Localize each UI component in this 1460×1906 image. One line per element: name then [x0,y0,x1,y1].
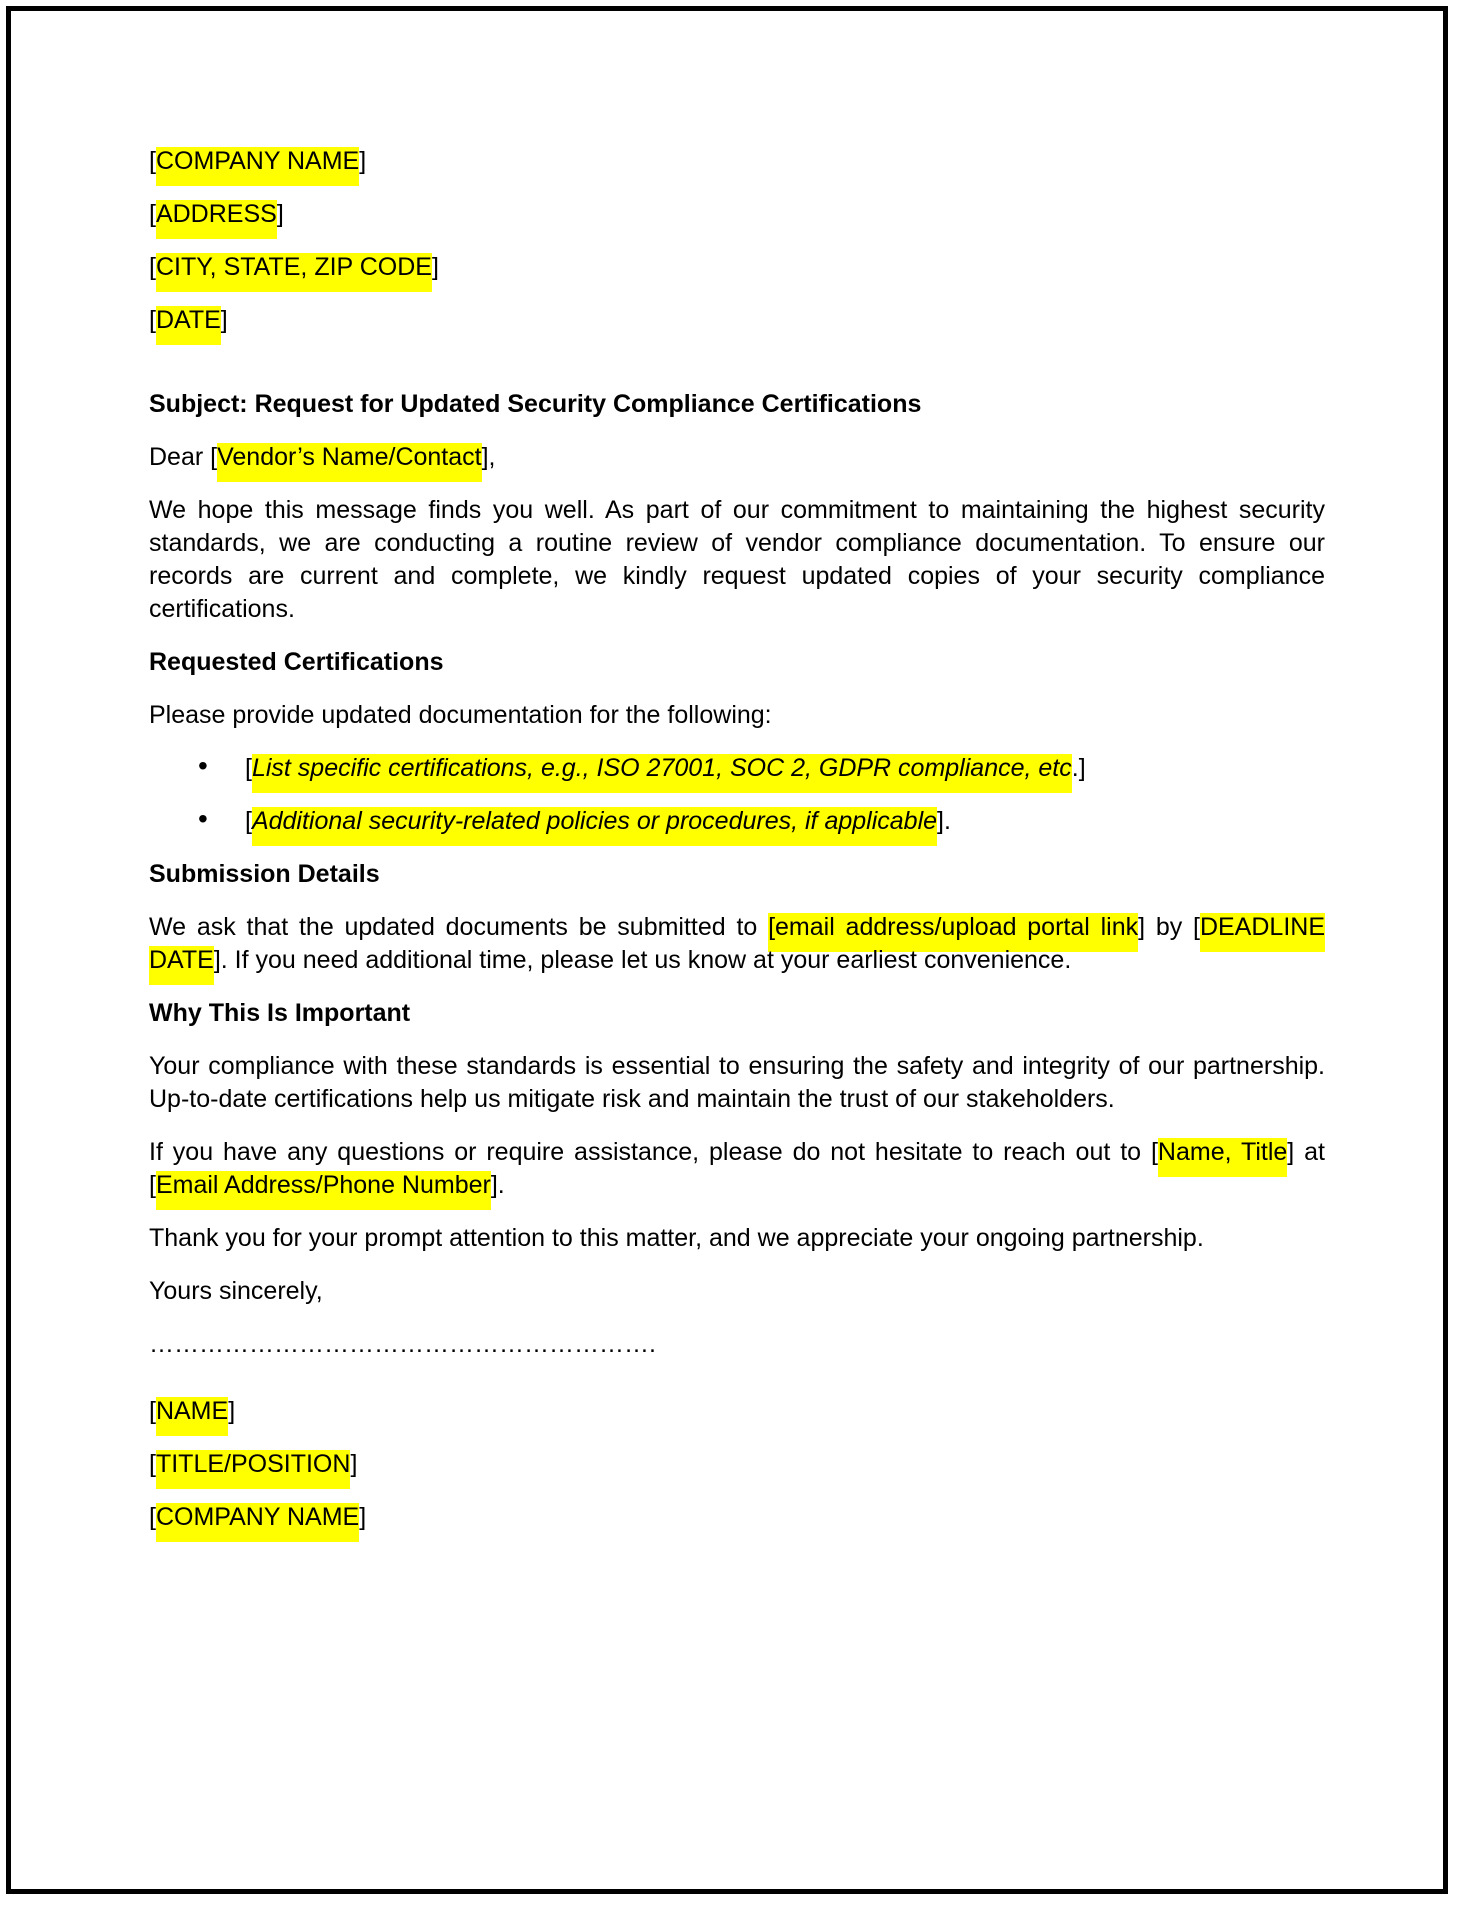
company-name-placeholder: COMPANY NAME [156,147,359,186]
submission-details-paragraph: We ask that the updated documents be submitted to [email address/upload portal link] by [DEADLINE DATE]. If you need additional time, please let us know at your earliest convenience. [149,911,1325,977]
letter-body [149,145,1325,1554]
email-portal-placeholder: [email address/upload portal link [768,913,1138,952]
list-item: • [Additional security-related policies or procedures, if applicable]. [149,805,1325,838]
submission-details-heading: Submission Details [149,860,380,888]
sender-city-line: [CITY, STATE, ZIP CODE] [149,251,1325,284]
policies-placeholder: Additional security-related policies or procedures, if applicable [252,807,937,846]
certifications-placeholder: List specific certifications, e.g., ISO 27001, SOC 2, GDPR compliance, etc [252,754,1072,793]
requested-certifications-heading: Requested Certifications [149,648,444,676]
contact-name-placeholder: Name, Title [1158,1138,1287,1177]
spacer [149,357,1325,388]
date-line: [DATE] [149,304,1325,337]
closing-line: Yours sincerely, [149,1277,323,1305]
thanks-paragraph: Thank you for your prompt attention to this matter, and we appreciate your ongoing partnership. [149,1224,1204,1252]
subject-line: Subject: Request for Updated Security Compliance Certifications [149,390,922,418]
intro-paragraph: We hope this message finds you well. As part of our commitment to maintaining the highest security standards, we are conducting a routine review of vendor compliance documentation. To ensure our records are current and complete, we kindly request updated copies of your security compliance certifications. [149,496,1325,623]
sender-address-line: [ADDRESS] [149,198,1325,231]
salutation: Dear [Vendor’s Name/Contact], [149,441,1325,474]
signature-title-line: [TITLE/POSITION] [149,1448,1325,1481]
signature-dotted-line: ……………………………………………………. [149,1330,656,1358]
bullet-icon: • [198,750,208,781]
signature-company-line: [COMPANY NAME] [149,1501,1325,1534]
certifications-list [149,752,1325,838]
why-important-paragraph: Your compliance with these standards is essential to ensuring the safety and integrity of our partnership. Up-to-date certifications help us mitigate risk and maintain the trust of our stakeholders. [149,1052,1325,1113]
contact-paragraph: If you have any questions or require assistance, please do not hesitate to reach out to [Name, Title] at [Email Address/Phone Number]. [149,1136,1325,1202]
list-item: • [List specific certifications, e.g., ISO 27001, SOC 2, GDPR compliance, etc.] [149,752,1325,785]
date-placeholder: DATE [156,306,221,345]
document-page [6,6,1448,1894]
signer-company-placeholder: COMPANY NAME [156,1503,359,1542]
bullet-icon: • [198,803,208,834]
vendor-name-placeholder: Vendor’s Name/Contact [217,443,482,482]
city-state-zip-placeholder: CITY, STATE, ZIP CODE [156,253,432,292]
contact-details-placeholder: Email Address/Phone Number [156,1171,491,1210]
signature-name-line: [NAME] [149,1395,1325,1428]
deadline-placeholder: DEADLINE DATE [149,913,1325,985]
address-placeholder: ADDRESS [156,200,277,239]
why-important-heading: Why This Is Important [149,999,411,1027]
sender-company-line: [COMPANY NAME] [149,145,1325,178]
requested-certifications-lead: Please provide updated documentation for the following: [149,701,772,729]
signer-title-placeholder: TITLE/POSITION [156,1450,350,1489]
signer-name-placeholder: NAME [156,1397,228,1436]
